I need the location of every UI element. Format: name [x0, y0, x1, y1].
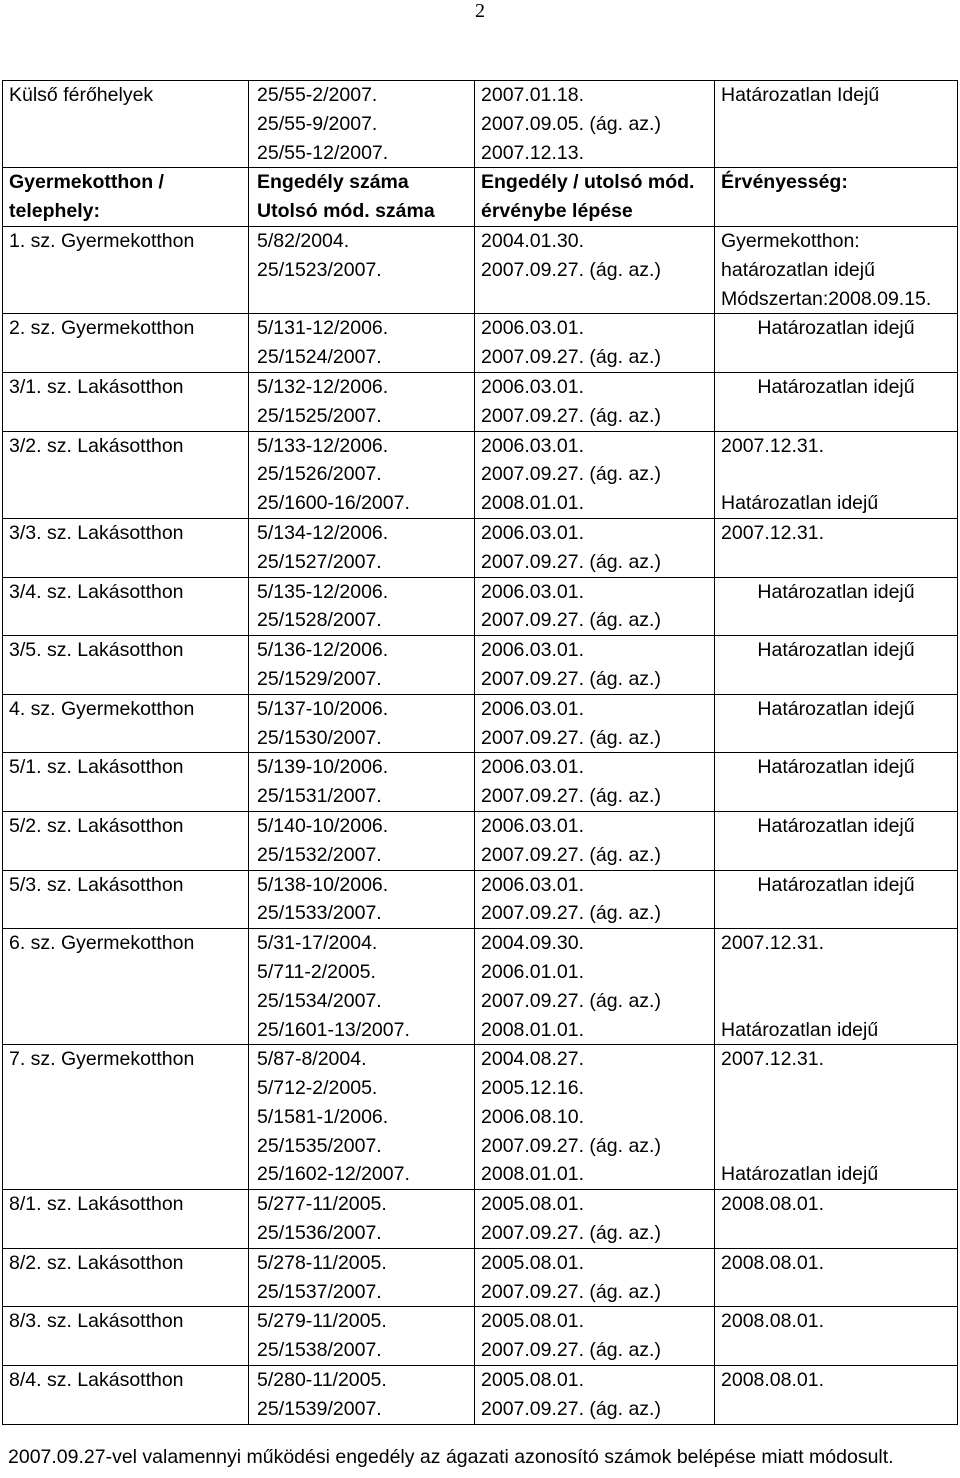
- license-number-cell: 5/138-10/2006. 25/1533/2007.: [249, 870, 475, 929]
- validity-cell: 2008.08.01.: [715, 1248, 958, 1307]
- license-number-cell: 5/132-12/2006. 25/1525/2007.: [249, 372, 475, 431]
- table-row: [3, 81, 958, 168]
- effective-date-cell: 2007.01.18. 2007.09.05. (ág. az.) 2007.12.13.: [475, 81, 715, 168]
- license-number-cell: 5/135-12/2006. 25/1528/2007.: [249, 577, 475, 636]
- table-row: [3, 870, 958, 929]
- table-row: [3, 1248, 958, 1307]
- validity-cell: Határozatlan idejű: [715, 753, 958, 812]
- effective-date-cell: 2006.03.01. 2007.09.27. (ág. az.): [475, 753, 715, 812]
- validity-cell: 2008.08.01.: [715, 1190, 958, 1249]
- validity-cell: Határozatlan idejű: [715, 314, 958, 373]
- validity-cell: Határozatlan idejű: [715, 636, 958, 695]
- license-number-cell: 5/139-10/2006. 25/1531/2007.: [249, 753, 475, 812]
- effective-date-cell: 2004.01.30. 2007.09.27. (ág. az.): [475, 226, 715, 313]
- table-row: [3, 636, 958, 695]
- table-row: [3, 694, 958, 753]
- validity-cell: 2007.12.31. Határozatlan idejű: [715, 1045, 958, 1190]
- license-table-body: [3, 81, 958, 1425]
- institution-cell: 3/3. sz. Lakásotthon: [3, 518, 249, 577]
- license-number-cell: 5/87-8/2004. 5/712-2/2005. 5/1581-1/2006. 25/1535/2007. 25/1602-12/2007.: [249, 1045, 475, 1190]
- institution-cell: 5/3. sz. Lakásotthon: [3, 870, 249, 929]
- validity-cell: 2007.12.31. Határozatlan idejű: [715, 929, 958, 1045]
- validity-cell: 2008.08.01.: [715, 1307, 958, 1366]
- license-number-cell: 5/82/2004. 25/1523/2007.: [249, 226, 475, 313]
- license-number-cell: 5/279-11/2005. 25/1538/2007.: [249, 1307, 475, 1366]
- footer-note: 2007.09.27-vel valamennyi működési engedély az ágazati azonosító számok belépése miatt módosult.: [8, 1446, 894, 1468]
- institution-cell: 4. sz. Gyermekotthon: [3, 694, 249, 753]
- effective-date-cell: 2005.08.01. 2007.09.27. (ág. az.): [475, 1190, 715, 1249]
- institution-cell: 8/2. sz. Lakásotthon: [3, 1248, 249, 1307]
- institution-cell: 3/5. sz. Lakásotthon: [3, 636, 249, 695]
- validity-cell: Határozatlan idejű: [715, 372, 958, 431]
- effective-date-cell: 2006.03.01. 2007.09.27. (ág. az.): [475, 636, 715, 695]
- license-number-cell: 5/137-10/2006. 25/1530/2007.: [249, 694, 475, 753]
- license-number-cell: 5/280-11/2005. 25/1539/2007.: [249, 1366, 475, 1425]
- validity-cell: 2007.12.31.: [715, 518, 958, 577]
- license-number-cell: 5/140-10/2006. 25/1532/2007.: [249, 811, 475, 870]
- page-number: 2: [475, 0, 485, 22]
- table-row: [3, 226, 958, 313]
- effective-date-cell: Engedély / utolsó mód. érvénybe lépése: [475, 168, 715, 227]
- effective-date-cell: 2005.08.01. 2007.09.27. (ág. az.): [475, 1307, 715, 1366]
- license-number-cell: 5/31-17/2004. 5/711-2/2005. 25/1534/2007. 25/1601-13/2007.: [249, 929, 475, 1045]
- license-number-cell: 5/131-12/2006. 25/1524/2007.: [249, 314, 475, 373]
- effective-date-cell: 2006.03.01. 2007.09.27. (ág. az.): [475, 314, 715, 373]
- institution-cell: 2. sz. Gyermekotthon: [3, 314, 249, 373]
- table-row: [3, 431, 958, 518]
- institution-cell: 8/4. sz. Lakásotthon: [3, 1366, 249, 1425]
- table-row: [3, 753, 958, 812]
- effective-date-cell: 2006.03.01. 2007.09.27. (ág. az.): [475, 870, 715, 929]
- institution-cell: 3/4. sz. Lakásotthon: [3, 577, 249, 636]
- table-row: [3, 1190, 958, 1249]
- license-number-cell: 5/134-12/2006. 25/1527/2007.: [249, 518, 475, 577]
- table-row: [3, 577, 958, 636]
- table-row: [3, 1307, 958, 1366]
- table-row: [3, 372, 958, 431]
- effective-date-cell: 2006.03.01. 2007.09.27. (ág. az.): [475, 694, 715, 753]
- table-row: [3, 1045, 958, 1190]
- license-table: [2, 80, 958, 1425]
- effective-date-cell: 2004.08.27. 2005.12.16. 2006.08.10. 2007.09.27. (ág. az.) 2008.01.01.: [475, 1045, 715, 1190]
- effective-date-cell: 2005.08.01. 2007.09.27. (ág. az.): [475, 1248, 715, 1307]
- validity-cell: Határozatlan Idejű: [715, 81, 958, 168]
- table-row: [3, 314, 958, 373]
- validity-cell: 2008.08.01.: [715, 1366, 958, 1425]
- effective-date-cell: 2004.09.30. 2006.01.01. 2007.09.27. (ág. az.) 2008.01.01.: [475, 929, 715, 1045]
- table-row: [3, 929, 958, 1045]
- effective-date-cell: 2005.08.01. 2007.09.27. (ág. az.): [475, 1366, 715, 1425]
- effective-date-cell: 2006.03.01. 2007.09.27. (ág. az.): [475, 518, 715, 577]
- institution-cell: 5/1. sz. Lakásotthon: [3, 753, 249, 812]
- license-number-cell: 25/55-2/2007. 25/55-9/2007. 25/55-12/2007.: [249, 81, 475, 168]
- effective-date-cell: 2006.03.01. 2007.09.27. (ág. az.): [475, 811, 715, 870]
- validity-cell: Határozatlan idejű: [715, 811, 958, 870]
- license-number-cell: 5/277-11/2005. 25/1536/2007.: [249, 1190, 475, 1249]
- institution-cell: Gyermekotthon / telephely:: [3, 168, 249, 227]
- table-row: [3, 1366, 958, 1425]
- license-number-cell: 5/133-12/2006. 25/1526/2007. 25/1600-16/2007.: [249, 431, 475, 518]
- license-number-cell: Engedély száma Utolsó mód. száma: [249, 168, 475, 227]
- validity-cell: Érvényesség:: [715, 168, 958, 227]
- institution-cell: 5/2. sz. Lakásotthon: [3, 811, 249, 870]
- institution-cell: Külső férőhelyek: [3, 81, 249, 168]
- validity-cell: 2007.12.31. Határozatlan idejű: [715, 431, 958, 518]
- effective-date-cell: 2006.03.01. 2007.09.27. (ág. az.): [475, 577, 715, 636]
- table-header-row: [3, 168, 958, 227]
- institution-cell: 3/1. sz. Lakásotthon: [3, 372, 249, 431]
- license-number-cell: 5/278-11/2005. 25/1537/2007.: [249, 1248, 475, 1307]
- table-row: [3, 518, 958, 577]
- institution-cell: 6. sz. Gyermekotthon: [3, 929, 249, 1045]
- institution-cell: 3/2. sz. Lakásotthon: [3, 431, 249, 518]
- validity-cell: Határozatlan idejű: [715, 577, 958, 636]
- effective-date-cell: 2006.03.01. 2007.09.27. (ág. az.): [475, 372, 715, 431]
- effective-date-cell: 2006.03.01. 2007.09.27. (ág. az.) 2008.01.01.: [475, 431, 715, 518]
- institution-cell: 1. sz. Gyermekotthon: [3, 226, 249, 313]
- institution-cell: 7. sz. Gyermekotthon: [3, 1045, 249, 1190]
- validity-cell: Gyermekotthon: határozatlan idejű Módszertan:2008.09.15.: [715, 226, 958, 313]
- validity-cell: Határozatlan idejű: [715, 870, 958, 929]
- validity-cell: Határozatlan idejű: [715, 694, 958, 753]
- table-row: [3, 811, 958, 870]
- institution-cell: 8/3. sz. Lakásotthon: [3, 1307, 249, 1366]
- license-number-cell: 5/136-12/2006. 25/1529/2007.: [249, 636, 475, 695]
- institution-cell: 8/1. sz. Lakásotthon: [3, 1190, 249, 1249]
